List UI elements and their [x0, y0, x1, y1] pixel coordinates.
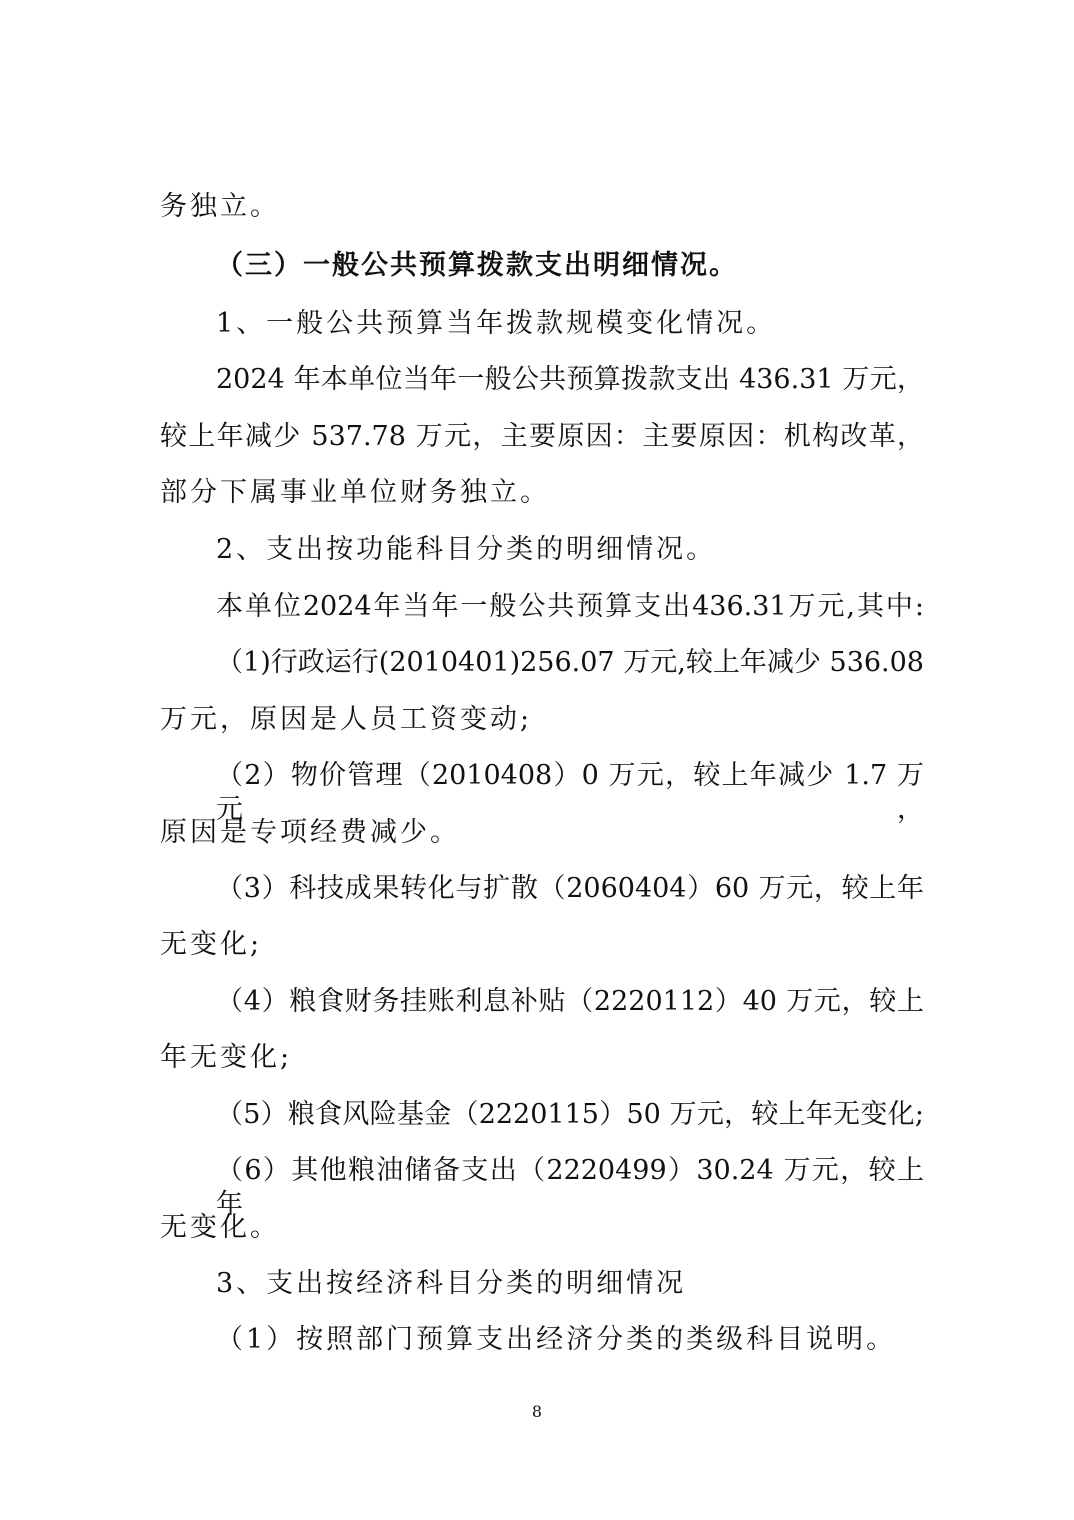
subsection-heading: 3、支出按经济科目分类的明细情况 — [216, 1268, 687, 1299]
paragraph-line: 本单位2024年当年一般公共预算支出436.31万元,其中: — [216, 591, 924, 622]
subsection-heading: 2、支出按功能科目分类的明细情况。 — [216, 534, 717, 565]
list-item-line: （1)行政运行(2010401)256.07 万元,较上年减少 536.08 — [216, 647, 924, 678]
paragraph-continuation: 务独立。 — [160, 191, 280, 222]
list-item-line: （2）物价管理（2010408）0 万元，较上年减少 1.7 万元， — [216, 760, 924, 825]
paragraph-line: 较上年减少 537.78 万元，主要原因：主要原因：机构改革， — [160, 421, 924, 452]
list-item-line: （4）粮食财务挂账利息补贴（2220112）40 万元，较上 — [216, 986, 924, 1017]
list-item-line: 万元，原因是人员工资变动; — [160, 704, 533, 735]
list-item-line: （1）按照部门预算支出经济分类的类级科目说明。 — [216, 1324, 897, 1355]
list-item-line: 无变化; — [160, 929, 263, 960]
list-item-line: （3）科技成果转化与扩散（2060404）60 万元，较上年 — [216, 873, 924, 904]
subsection-heading: 1、一般公共预算当年拨款规模变化情况。 — [216, 308, 777, 339]
list-item-line: 无变化。 — [160, 1212, 280, 1243]
paragraph-line: 部分下属事业单位财务独立。 — [160, 477, 550, 508]
section-heading: （三）一般公共预算拨款支出明细情况。 — [216, 250, 738, 281]
list-item-line: （5）粮食风险基金（2220115）50 万元，较上年无变化; — [216, 1099, 924, 1130]
list-item-line: （6）其他粮油储备支出（2220499）30.24 万元，较上年 — [216, 1155, 924, 1220]
list-item-line: 原因是专项经费减少。 — [160, 817, 460, 848]
paragraph-line: 2024 年本单位当年一般公共预算拨款支出 436.31 万元， — [216, 364, 924, 395]
list-item-line: 年无变化; — [160, 1042, 293, 1073]
page-number: 8 — [531, 1402, 543, 1421]
